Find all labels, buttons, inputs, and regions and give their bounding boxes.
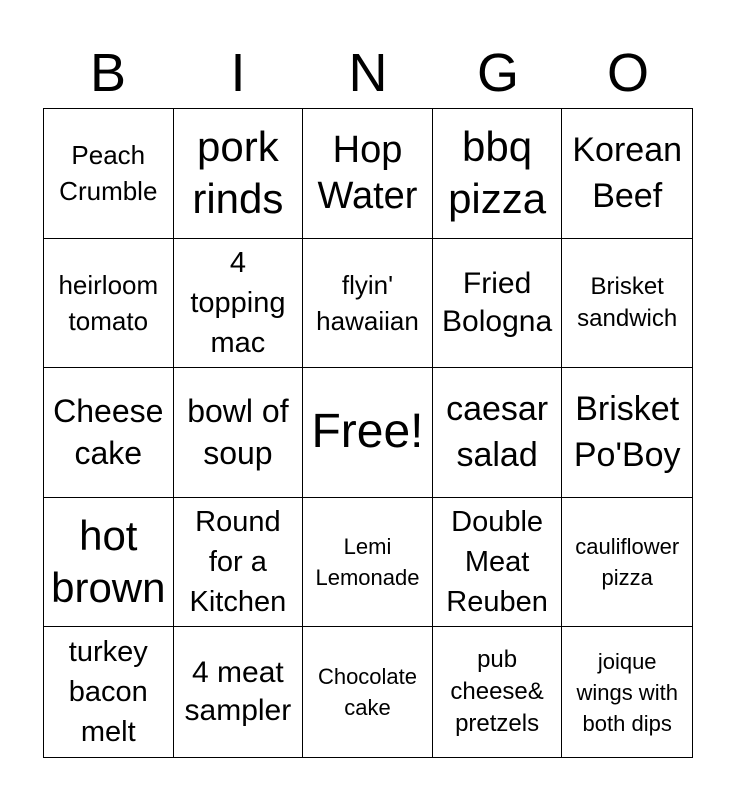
cell-text-line: bacon — [68, 676, 148, 709]
cell-text-line: Po'Boy — [573, 436, 681, 475]
cell-text-line: 4 — [229, 246, 246, 279]
cell-text-line: brown — [51, 564, 166, 612]
cell-text-line: tomato — [68, 305, 149, 336]
bingo-cell[interactable] — [174, 627, 304, 757]
cell-text-line: Bologna — [442, 304, 553, 338]
header-letter-i: I — [230, 43, 246, 103]
bingo-cell[interactable] — [433, 498, 563, 628]
cell-text-line: salad — [456, 436, 538, 475]
cell-text-line: Cheese — [53, 393, 164, 430]
cell-text-line: pork — [197, 123, 279, 171]
bingo-cell[interactable] — [44, 109, 174, 239]
bingo-cell[interactable] — [433, 239, 563, 369]
cell-text-line: rinds — [192, 175, 284, 223]
header-letter-n: N — [348, 43, 388, 103]
cell-text-line: pub — [477, 646, 518, 674]
bingo-cell[interactable] — [303, 239, 433, 369]
bingo-cell[interactable] — [174, 239, 304, 369]
cell-text-line: topping — [190, 286, 286, 319]
bingo-cell-free-space[interactable] — [303, 368, 433, 498]
cell-text-line: Fried — [462, 266, 532, 300]
bingo-cell[interactable] — [303, 498, 433, 628]
cell-text-line: Korean — [572, 131, 683, 170]
cell-text-line: Double — [451, 506, 544, 539]
header-letter-g: G — [476, 43, 519, 103]
header-letter-o: O — [606, 43, 649, 103]
bingo-cell[interactable] — [303, 627, 433, 757]
header-letter-b: B — [89, 43, 127, 103]
cell-text-line: Beef — [592, 177, 663, 216]
cell-text-line: pretzels — [455, 710, 540, 738]
cell-text-line: hot — [79, 512, 138, 560]
cell-text-line: turkey — [68, 636, 148, 669]
bingo-cell[interactable] — [433, 627, 563, 757]
cell-text-line: Lemi — [343, 534, 392, 560]
cell-text-line: Peach — [71, 140, 146, 171]
bingo-cell[interactable] — [303, 109, 433, 239]
cell-text-line: melt — [80, 716, 136, 749]
cell-text-line: caesar — [446, 390, 549, 429]
cell-text-line: Chocolate — [317, 664, 418, 690]
cell-text-line: pizza — [448, 175, 547, 223]
cell-text-line: Round — [195, 506, 281, 539]
cell-text-line: cake — [74, 435, 143, 472]
bingo-cell[interactable] — [174, 368, 304, 498]
cell-text-line: Lemonade — [315, 565, 420, 591]
cell-text-line: joique — [597, 648, 657, 674]
cell-text-line: bbq — [462, 123, 533, 171]
bingo-cell[interactable] — [44, 239, 174, 369]
bingo-cell[interactable] — [433, 109, 563, 239]
cell-text-line: cheese& — [450, 678, 544, 706]
bingo-cell[interactable] — [44, 368, 174, 498]
cell-text-line: sandwich — [577, 304, 678, 332]
bingo-cell[interactable] — [562, 239, 692, 369]
cell-text-line: heirloom — [58, 269, 159, 300]
cell-text-line: mac — [210, 326, 266, 359]
cell-text-line: Meat — [464, 546, 530, 579]
cell-text-line: Kitchen — [189, 586, 287, 619]
cell-text-line: pizza — [601, 565, 653, 591]
cell-text-line: wings with — [576, 679, 678, 705]
cell-text-line: Hop — [332, 129, 403, 172]
cell-text-line: flyin' — [341, 269, 394, 300]
bingo-cell[interactable] — [433, 368, 563, 498]
cell-text-line: Crumble — [59, 176, 158, 207]
bingo-cell[interactable] — [174, 498, 304, 628]
cell-text-line: Brisket — [575, 390, 680, 429]
cell-text-line: for a — [208, 546, 267, 579]
bingo-card-grid — [43, 108, 693, 758]
bingo-cell[interactable] — [562, 627, 692, 757]
bingo-cell[interactable] — [174, 109, 304, 239]
bingo-cell[interactable] — [562, 109, 692, 239]
cell-text-line: sampler — [184, 694, 292, 728]
cell-text-line: Brisket — [590, 272, 664, 300]
cell-text-line: Reuben — [446, 586, 548, 619]
bingo-cell[interactable] — [44, 627, 174, 757]
bingo-cell[interactable] — [562, 498, 692, 628]
cell-text-line: hawaiian — [316, 305, 419, 336]
bingo-cell[interactable] — [562, 368, 692, 498]
cell-text-line: cauliflower — [575, 534, 680, 560]
cell-text-line: cake — [344, 695, 391, 721]
cell-text-line: Water — [317, 175, 418, 218]
cell-text-line: bowl of — [187, 393, 289, 430]
cell-text-line: 4 meat — [192, 656, 284, 690]
cell-text-line: both dips — [582, 710, 672, 736]
free-space-label: Free! — [311, 405, 424, 459]
bingo-header — [43, 38, 693, 108]
cell-text-line: soup — [203, 435, 273, 472]
bingo-cell[interactable] — [44, 498, 174, 628]
